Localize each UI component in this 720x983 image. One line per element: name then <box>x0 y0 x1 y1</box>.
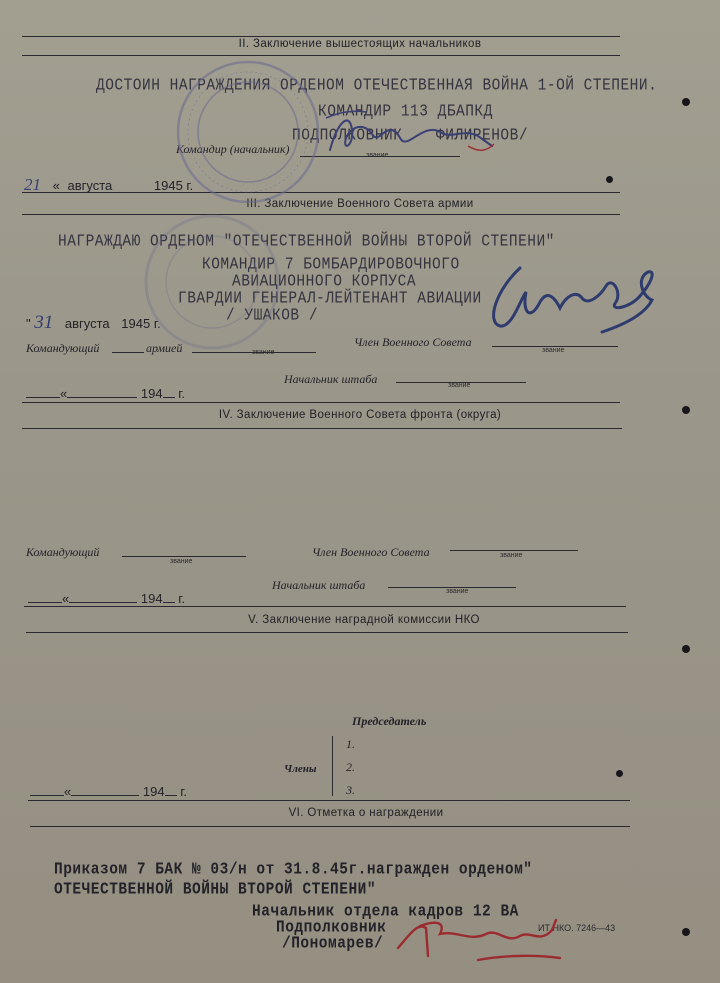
section-3-date: " 31 августа 1945 г. <box>26 312 161 333</box>
section-5-member-1: 1. <box>346 737 355 751</box>
signature-ponomarev-icon <box>398 920 560 960</box>
section-6-typed-line-1: Приказом 7 БАК № 03/н от 31.8.45г.награжден орденом" <box>54 860 533 880</box>
section-3-chief-label: Начальник штаба <box>284 372 378 386</box>
section-5-year-suffix: г. <box>180 784 187 799</box>
section-6-heading: VI. Отметка о награждении <box>288 807 444 819</box>
section-4-heading: IV. Заключение Военного Совета фронта (округа) <box>218 409 502 421</box>
section-5-blank-date: « 194 г. <box>30 784 187 799</box>
section-3-member-rank-caption: звание <box>542 347 565 354</box>
section-6-typed-line-3: Начальник отдела кадров 12 ВА <box>252 902 519 922</box>
section-4-year-suffix: г. <box>178 591 185 606</box>
section-6-typed-line-2: ОТЕЧЕСТВЕННОЙ ВОЙНЫ ВТОРОЙ СТЕПЕНИ" <box>54 880 377 900</box>
section-4-chief-label: Начальник штаба <box>272 578 366 592</box>
section-3-army-label: армией <box>146 341 183 355</box>
section-3-commander-label: Командующий <box>26 341 100 355</box>
section-5-blank-year: 194 <box>142 784 165 799</box>
section-5-chairman-label: Председатель <box>352 714 427 728</box>
section-3-typed-line-1: НАГРАЖДАЮ ОРДЕНОМ "ОТЕЧЕСТВЕННОЙ ВОЙНЫ ВТОРОЙ СТЕПЕНИ" <box>58 232 555 252</box>
section-6-typed-line-5: /Пономарев/ <box>282 934 384 954</box>
section-3-typed-line-2: КОМАНДИР 7 БОМБАРДИРОВОЧНОГО <box>202 255 460 275</box>
section-6-typed-line-4: Подполковник <box>276 918 387 938</box>
section-5-members-label: Члены <box>284 763 317 775</box>
section-3-date-month: августа <box>64 316 110 331</box>
section-3-member-label: Член Военного Совета <box>354 335 472 349</box>
section-4-commander-rank-caption: звание <box>170 558 193 565</box>
section-2-heading: II. Заключение вышестоящих начальников <box>238 38 482 50</box>
section-3-typed-name: / УШАКОВ / <box>226 306 319 326</box>
section-2-typed-name: ФИЛИРЕНОВ/ <box>436 126 529 146</box>
section-2-date-month: августа <box>67 178 113 193</box>
round-seal-icon <box>178 62 318 202</box>
section-3-typed-line-4: ГВАРДИИ ГЕНЕРАЛ-ЛЕЙТЕНАНТ АВИАЦИИ <box>178 289 482 309</box>
section-3-commander-rank-caption: звание <box>252 349 275 356</box>
section-4-chief-rank-caption: звание <box>446 588 469 595</box>
faint-seal-icon <box>146 216 278 348</box>
section-5-member-2: 2. <box>346 760 355 774</box>
section-5-heading: V. Заключение наградной комиссии НКО <box>248 614 480 626</box>
section-2-rank-caption: звание <box>366 152 389 159</box>
section-5-member-3: 3. <box>346 783 355 797</box>
section-2-date-year: 1945 г. <box>153 178 194 193</box>
section-2-date: 21 « августа 1945 г. <box>24 175 194 194</box>
section-2-typed-line-2: КОМАНДИР 113 ДБАПКД <box>318 102 493 122</box>
section-4-blank-year: 194 <box>140 591 163 606</box>
section-3-blank-date: « 194 г. <box>26 386 185 401</box>
section-3-chief-rank-caption: звание <box>448 382 471 389</box>
section-2-typed-line-3: ПОДПОЛКОВНИК <box>292 126 403 146</box>
section-2-commander-label: Командир (начальник) <box>176 142 290 156</box>
section-3-blank-year: 194 <box>140 386 163 401</box>
section-2-typed-line-1: ДОСТОИН НАГРАЖДЕНИЯ ОРДЕНОМ ОТЕЧЕСТВЕННАЯ ВОЙНА 1-ОЙ СТЕПЕНИ. <box>96 76 658 96</box>
section-4-commander-label: Командующий <box>26 545 100 559</box>
section-4-member-label: Член Военного Совета <box>312 545 430 559</box>
section-4-blank-date: « 194 г. <box>28 591 185 606</box>
section-3-typed-line-3: АВИАЦИОННОГО КОРПУСА <box>232 272 417 292</box>
signature-ushakov-icon <box>494 268 653 332</box>
signature-filirenov-icon <box>330 120 492 150</box>
section-3-heading: III. Заключение Военного Совета армии <box>246 198 474 210</box>
section-3-date-day: 31 <box>34 312 54 333</box>
section-4-member-rank-caption: звание <box>500 552 523 559</box>
section-3-date-year: 1945 г. <box>121 316 161 331</box>
print-mark: ИТ НКО. 7246—43 <box>538 923 616 933</box>
section-2-date-day: 21 <box>24 175 41 194</box>
section-3-year-suffix: г. <box>178 386 185 401</box>
